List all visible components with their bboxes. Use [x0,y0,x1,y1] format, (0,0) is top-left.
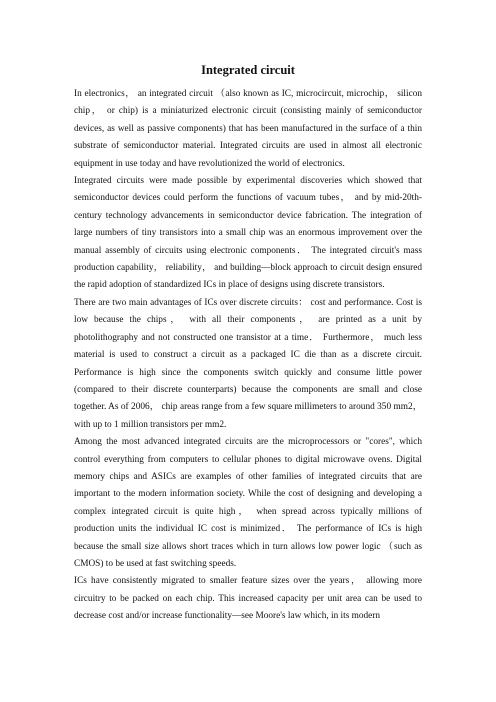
document-page [74,62,422,626]
paragraph-intro: In electronics， an integrated circuit （also known as IC, microcircuit, microchip， silicon chip， or chip) is a miniaturized electronic circuit (consisting mainly of semiconductor devices, as well as passive components) that has been manufactured in the surface of a thin substrate of semiconductor material. Integrated circuits are used in almost all electronic equipment in use today and have revolutionized the world of electronics. [74,89,422,169]
paragraph-advanced-ics: Among the most advanced integrated circuits are the microprocessors or "cores", which control everything from computers to cellular phones to digital microwave ovens. Digital memory chips and ASICs are examples of other families of integrated circuits that are important to the modern information society. While the cost of designing and developing a complex integrated circuit is quite high， when spread across typically millions of production units the individual IC cost is minimized． The performance of ICs is high because the small size allows short traces which in turn allows low power logic （such as CMOS) to be used at fast switching speeds. [74,437,422,569]
paragraph-history: Integrated circuits were made possible by experimental discoveries which showed that semiconductor devices could perform the functions of vacuum tubes， and by mid-20th-century technology advancements in semiconductor device fabrication. The integration of large numbers of tiny transistors into a small chip was an enormous improvement over the manual assembly of circuits using electronic components． The integrated circuit's mass production capability， reliability， and building—block approach to circuit design ensured the rapid adoption of standardized ICs in place of designs using discrete transistors. [74,176,422,291]
document-title: Integrated circuit [201,63,295,77]
paragraph-feature-sizes: ICs have consistently migrated to smaller feature sizes over the years， allowing more circuitry to be packed on each chip. This increased capacity per unit area can be used to decrease cost and/or increase functionality—see Moore's law which, in its modern [74,576,422,622]
paragraph-advantages: There are two main advantages of ICs over discrete circuits： cost and performance. Cost is low because the chips， with all their components， are printed as a unit by photolithography and not constructed one transistor at a time． Furthermore， much less material is used to construct a circuit as a packaged IC die than as a discrete circuit. Performance is high since the components switch quickly and consume little power (compared to their discrete counterparts) because the components are small and close together. As of 2006， chip areas range from a few square millimeters to around 350 mm2， with up to 1 million transistors per mm2. [74,297,422,430]
